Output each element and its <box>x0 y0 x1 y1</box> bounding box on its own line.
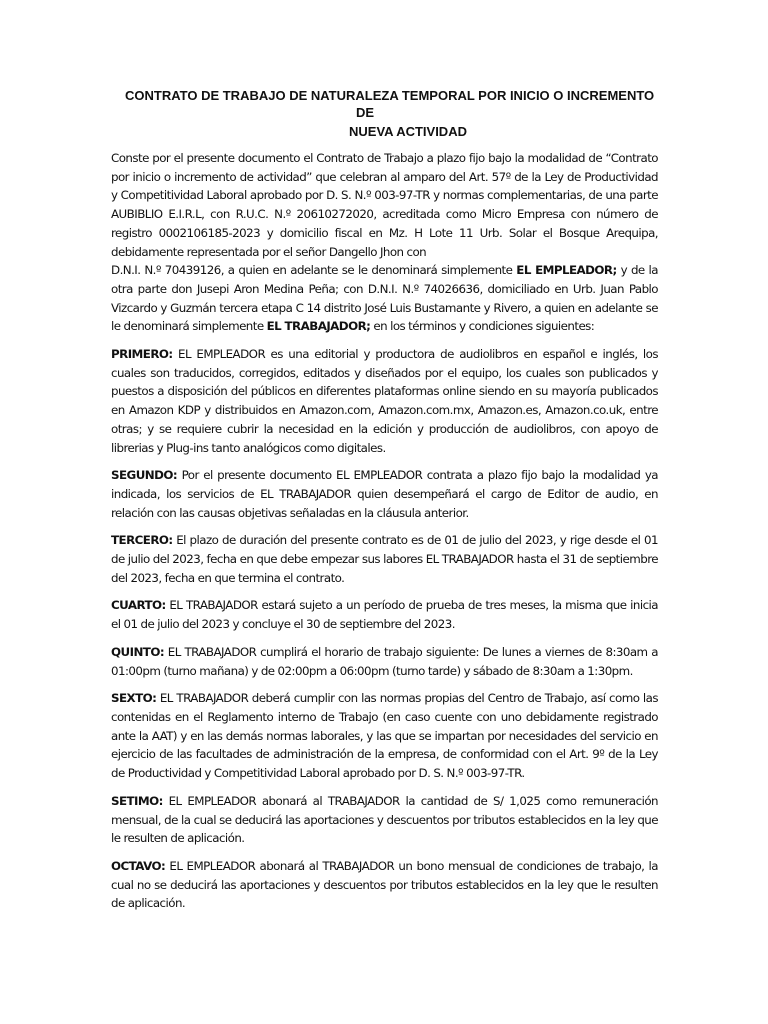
clause-text: EL EMPLEADOR abonará al TRABAJADOR un bono mensual de condiciones de trabajo, la cual no se deducirá las aportaciones y descuentos por tributos establecidos en la ley que le resulten de aplicación. <box>111 858 658 911</box>
clause-heading: OCTAVO: <box>111 858 166 873</box>
clause-setimo <box>111 792 658 848</box>
intro-paragraph-1: Conste por el presente documento el Contrato de Trabajo a plazo fijo bajo la modalidad de “Contrato por inicio o incremento de actividad” que celebran al amparo del Art. 57º de la Ley de Productividad y Competitividad Laboral aprobado por D. S. N.º 003-97-TR y normas complementarias, de una parte AUBIBLIO E.I.R.L, con R.U.C. N.º 20610272020, acreditada como Micro Empresa con número de registro 0002106185-2023 y domicilio fiscal en Mz. H Lote 11 Urb. Solar el Bosque Arequipa, debidamente representada por el señor Dangello Jhon con <box>111 151 658 259</box>
intro-text-b: y de la otra parte don Jusepi Aron Medina Peña; con D.N.I. N.º 74026636, domiciliado en Urb. Juan Pablo Vizcardo y Guzmán tercera etapa C 14 distrito José Luis Bustamante y Rivero, a quien en adelante se le denominará simplemente <box>111 263 658 334</box>
clause-tercero <box>111 531 658 587</box>
document-body <box>111 149 658 913</box>
clause-segundo <box>111 466 658 522</box>
clause-heading: SEGUNDO: <box>111 468 178 483</box>
clause-heading: PRIMERO: <box>111 347 173 362</box>
document-title-line-1: CONTRATO DE TRABAJO DE NATURALEZA TEMPORAL POR INICIO O INCREMENTO <box>125 88 655 103</box>
clause-primero <box>111 345 658 457</box>
clause-cuarto <box>111 596 658 633</box>
intro-paragraph-2 <box>111 261 658 336</box>
clause-heading: SEXTO: <box>111 691 157 706</box>
clause-heading: CUARTO: <box>111 598 166 613</box>
clause-octavo <box>111 857 658 913</box>
clause-text: EL TRABAJADOR deberá cumplir con las normas propias del Centro de Trabajo, así como las contenidas en el Reglamento interno de Trabajo (en caso cuente con uno debidamente registrado ante la AAT) y en las demás normas laborales, y las que se impartan por necesidades del servicio en ejercicio de las facultades de administración de la empresa, de conformidad con el Art. 9º de la Ley de Productividad y Competitividad Laboral aprobado por D. S. N.º 003-97-TR. <box>111 691 658 781</box>
clause-text: EL TRABAJADOR cumplirá el horario de trabajo siguiente: De lunes a viernes de 8:30am a 01:00pm (turno mañana) y de 02:00pm a 06:00pm (turno tarde) y sábado de 8:30am a 1:30pm. <box>111 644 658 678</box>
clause-quinto <box>111 643 658 680</box>
document-title-line-2: DE <box>356 105 375 120</box>
employer-label: EL EMPLEADOR; <box>516 263 617 278</box>
clause-text: EL EMPLEADOR abonará al TRABAJADOR la cantidad de S/ 1,025 como remuneración mensual, de la cual se deducirá las aportaciones y descuentos por tributos establecidos en la ley que le resulten de aplicación. <box>111 793 658 846</box>
clause-text: EL EMPLEADOR es una editorial y productora de audiolibros en español e inglés, los cuales son traducidos, corregidos, editados y diseñados por el equipo, los cuales son publicados y puestos a disposición del públicos en diferentes plataformas online siendo en su mayoría publicados en Amazon KDP y distribuidos en Amazon.com, Amazon.com.mx, Amazon.es, Amazon.co.uk, entre otras; y se requiere cubrir la necesidad en la edición y producción de audiolibros, con apoyo de librerias y Plug-ins tanto analógicos como digitales. <box>111 347 658 455</box>
clause-text: El plazo de duración del presente contrato es de 01 de julio del 2023, y rige desde el 01 de julio del 2023, fecha en que debe empezar sus labores EL TRABAJADOR hasta el 31 de septiembre del 2023, fecha en que termina el contrato. <box>111 533 658 585</box>
clause-text: Por el presente documento EL EMPLEADOR contrata a plazo fijo bajo la modalidad ya indicada, los servicios de EL TRABAJADOR quien desempeñará el cargo de Editor de audio, en relación con las causas objetivas señaladas en la cláusula anterior. <box>111 468 658 520</box>
clause-text: EL TRABAJADOR estará sujeto a un período de prueba de tres meses, la misma que inicia el 01 de julio del 2023 y concluye el 30 de septiembre del 2023. <box>111 598 658 632</box>
clause-heading: SETIMO: <box>111 793 163 808</box>
clause-heading: QUINTO: <box>111 644 165 659</box>
intro-text-a: D.N.I. N.º 70439126, a quien en adelante se le denominará simplemente <box>111 263 517 278</box>
clause-sexto <box>111 689 658 783</box>
document-title-line-3: NUEVA ACTIVIDAD <box>349 124 467 139</box>
intro-text-c: en los términos y condiciones siguientes: <box>370 319 595 334</box>
clause-heading: TERCERO: <box>111 533 173 548</box>
worker-label: EL TRABAJADOR; <box>266 319 371 334</box>
